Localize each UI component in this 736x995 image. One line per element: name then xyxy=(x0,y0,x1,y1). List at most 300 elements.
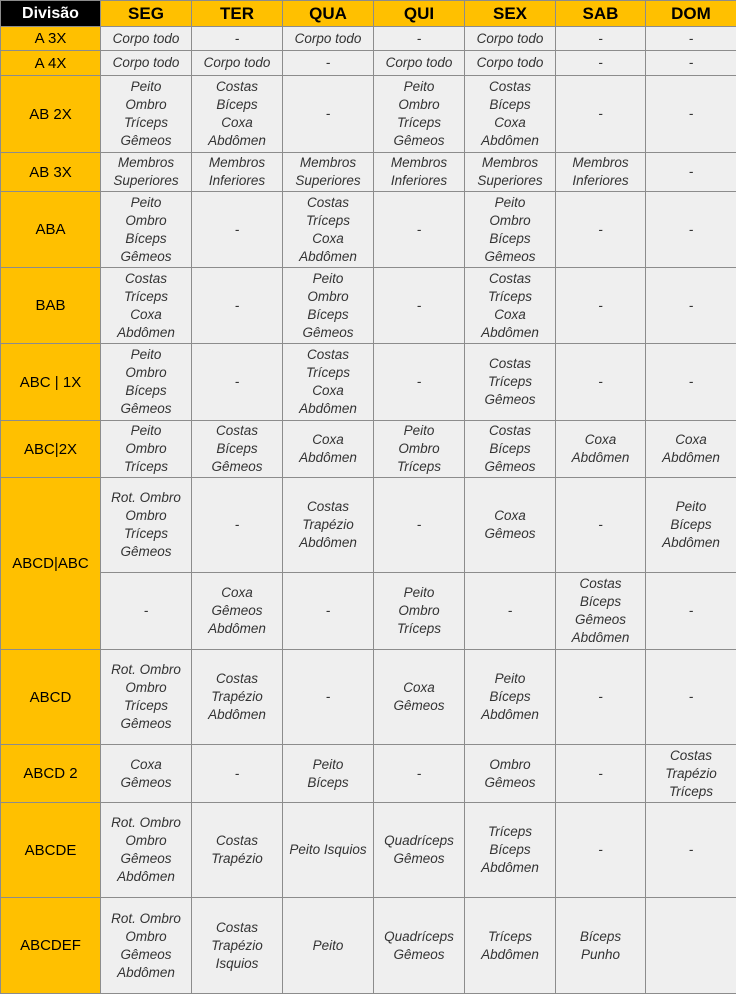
muscle-group: Trapézio xyxy=(211,689,263,704)
table-row xyxy=(1,27,736,51)
muscle-group: Peito xyxy=(403,79,435,94)
workout-cell xyxy=(556,76,646,153)
muscle-group: Gêmeos xyxy=(484,392,536,407)
division-label: AB 2X xyxy=(1,76,101,153)
workout-cell xyxy=(646,898,736,994)
muscle-group: Tríceps xyxy=(123,115,168,130)
muscle-group: Ombro xyxy=(125,365,167,380)
muscle-group: - xyxy=(688,221,694,237)
muscle-group: - xyxy=(416,517,422,532)
muscle-group: Trapézio xyxy=(665,765,717,781)
muscle-group: - xyxy=(325,603,331,618)
workout-cell xyxy=(556,153,646,192)
muscle-group: - xyxy=(143,603,149,618)
muscle-group: Rot. Ombro xyxy=(111,815,181,830)
muscle-group: Costas xyxy=(488,79,532,94)
muscle-group: Gêmeos xyxy=(120,401,172,416)
muscle-group: Peito xyxy=(494,194,526,210)
muscle-group: - xyxy=(598,297,603,313)
muscle-group: Peito xyxy=(130,347,162,362)
muscle-group: Rot. Ombro xyxy=(111,910,181,926)
muscle-group: Costas xyxy=(669,747,713,763)
workout-cell xyxy=(374,421,465,478)
workout-cell xyxy=(556,745,646,803)
workout-cell xyxy=(192,192,283,268)
workout-cell xyxy=(101,192,192,268)
muscle-group: Membros xyxy=(208,155,266,170)
muscle-group: Gêmeos xyxy=(211,459,263,474)
table-row xyxy=(1,51,736,76)
muscle-group: Ombro xyxy=(398,441,440,456)
muscle-group: Abdômen xyxy=(208,133,266,148)
workout-cell xyxy=(101,898,192,994)
workout-cell xyxy=(101,650,192,745)
muscle-group: Membros xyxy=(390,155,448,170)
muscle-group: Membros xyxy=(572,155,629,170)
workout-cell xyxy=(374,268,465,344)
muscle-group: Peito xyxy=(130,423,162,438)
workout-cell xyxy=(465,76,556,153)
muscle-group: Abdômen xyxy=(299,450,357,465)
muscle-group: Ombro xyxy=(125,833,167,848)
muscle-group: - xyxy=(598,106,603,121)
muscle-group: - xyxy=(688,297,694,313)
workout-cell xyxy=(556,803,646,898)
workout-cell xyxy=(283,344,374,421)
workout-cell xyxy=(101,27,192,51)
workout-cell xyxy=(465,803,556,898)
muscle-group: Tríceps xyxy=(123,459,168,474)
division-label: ABCDEF xyxy=(1,898,101,994)
workout-cell xyxy=(465,51,556,76)
muscle-group: Costas xyxy=(215,671,259,686)
muscle-group: Trapézio xyxy=(302,517,354,532)
workout-cell xyxy=(465,898,556,994)
workout-cell xyxy=(101,268,192,344)
muscle-group: Tríceps xyxy=(668,783,713,799)
muscle-group: Bíceps xyxy=(579,594,622,609)
day-header: SAB xyxy=(556,1,646,27)
muscle-group: - xyxy=(416,765,422,781)
muscle-group: Bíceps xyxy=(307,774,349,790)
muscle-group: Tríceps xyxy=(305,212,350,228)
muscle-group: Abdômen xyxy=(117,324,175,340)
muscle-group: Costas xyxy=(306,499,350,514)
muscle-group: Coxa xyxy=(312,230,344,246)
muscle-group: Abdômen xyxy=(662,535,720,550)
muscle-group: Gêmeos xyxy=(120,774,172,790)
day-header: QUI xyxy=(374,1,465,27)
workout-cell xyxy=(283,573,374,650)
muscle-group: Peito xyxy=(403,585,435,600)
workout-cell xyxy=(646,153,736,192)
muscle-group: Ombro xyxy=(125,928,167,944)
workout-cell xyxy=(374,153,465,192)
muscle-group: Quadríceps xyxy=(384,928,454,944)
workout-cell xyxy=(646,745,736,803)
muscle-group: Inferiores xyxy=(390,173,448,188)
workout-cell xyxy=(465,478,556,573)
workout-cell xyxy=(374,803,465,898)
workout-cell xyxy=(465,344,556,421)
muscle-group: Gêmeos xyxy=(120,851,172,866)
muscle-group: - xyxy=(688,30,694,46)
workout-cell xyxy=(646,344,736,421)
workout-cell xyxy=(283,421,374,478)
muscle-group: - xyxy=(598,765,603,781)
workout-cell xyxy=(192,573,283,650)
muscle-group: Gêmeos xyxy=(393,851,445,866)
muscle-group: Coxa xyxy=(221,585,253,600)
muscle-group: Abdômen xyxy=(481,860,539,875)
workout-cell xyxy=(556,421,646,478)
muscle-group: Gêmeos xyxy=(302,324,354,340)
workout-cell xyxy=(283,650,374,745)
muscle-group: Coxa xyxy=(494,508,526,523)
muscle-group: Gêmeos xyxy=(484,774,536,790)
muscle-group: - xyxy=(688,603,694,618)
muscle-group: Gêmeos xyxy=(120,248,172,264)
workout-cell xyxy=(646,650,736,745)
table-body xyxy=(1,27,736,994)
workout-cell xyxy=(374,898,465,994)
muscle-group: Membros xyxy=(299,155,357,170)
table-row xyxy=(1,268,736,344)
muscle-group: Costas xyxy=(215,423,259,438)
muscle-group: Trapézio xyxy=(211,851,263,866)
muscle-group: Bíceps xyxy=(579,928,622,944)
division-label: ABCD xyxy=(1,650,101,745)
muscle-group: Abdômen xyxy=(571,450,630,465)
muscle-group: - xyxy=(598,689,603,704)
muscle-group: Bíceps xyxy=(489,230,531,246)
muscle-group: Bíceps xyxy=(489,441,531,456)
muscle-group: - xyxy=(507,603,513,618)
workout-cell xyxy=(465,745,556,803)
day-header: QUA xyxy=(283,1,374,27)
workout-cell xyxy=(465,573,556,650)
muscle-group: Tríceps xyxy=(487,288,532,304)
muscle-group: Bíceps xyxy=(489,97,531,112)
muscle-group: Costas xyxy=(306,347,350,362)
division-label: A 3X xyxy=(1,27,101,51)
muscle-group: - xyxy=(416,374,422,389)
muscle-group: - xyxy=(234,765,240,781)
workout-cell xyxy=(283,192,374,268)
division-label: ABC | 1X xyxy=(1,344,101,421)
muscle-group: Abdômen xyxy=(571,630,630,645)
muscle-group: Peito xyxy=(312,756,344,772)
workout-cell xyxy=(192,898,283,994)
workout-cell xyxy=(101,573,192,650)
muscle-group: Costas xyxy=(579,576,622,591)
workout-cell xyxy=(101,153,192,192)
division-label: ABCD|ABC xyxy=(1,478,101,650)
muscle-group: Coxa xyxy=(584,432,617,447)
muscle-group: - xyxy=(234,30,240,46)
muscle-group: Costas xyxy=(488,423,532,438)
muscle-group: Ombro xyxy=(489,212,531,228)
table-row xyxy=(1,803,736,898)
muscle-group: Bíceps xyxy=(489,689,531,704)
workout-cell xyxy=(556,27,646,51)
muscle-group: Gêmeos xyxy=(211,603,263,618)
muscle-group: Costas xyxy=(488,270,532,286)
muscle-group: Costas xyxy=(215,919,259,935)
muscle-group: - xyxy=(598,374,603,389)
muscle-group: Corpo todo xyxy=(385,55,453,70)
workout-cell xyxy=(646,76,736,153)
day-header: SEG xyxy=(101,1,192,27)
workout-cell xyxy=(192,76,283,153)
muscle-group: Corpo todo xyxy=(476,30,544,46)
muscle-group: - xyxy=(325,55,331,70)
muscle-group: Membros xyxy=(117,155,175,170)
muscle-group: - xyxy=(688,164,694,179)
day-header: TER xyxy=(192,1,283,27)
table-row xyxy=(1,192,736,268)
workout-cell xyxy=(192,650,283,745)
muscle-group: - xyxy=(598,842,603,857)
muscle-group: - xyxy=(598,30,603,46)
muscle-group: Abdômen xyxy=(299,248,357,264)
muscle-group: Peito xyxy=(130,79,162,94)
muscle-group: Ombro xyxy=(489,756,531,772)
table-row xyxy=(1,573,736,650)
muscle-group: - xyxy=(416,221,422,237)
workout-cell xyxy=(101,76,192,153)
muscle-group: Ombro xyxy=(125,97,167,112)
workout-cell xyxy=(101,51,192,76)
division-header: Divisão xyxy=(1,1,101,27)
workout-cell xyxy=(283,27,374,51)
muscle-group: Corpo todo xyxy=(203,55,271,70)
muscle-group: Corpo todo xyxy=(294,30,362,46)
workout-cell xyxy=(465,421,556,478)
muscle-group: - xyxy=(325,689,331,704)
muscle-group: Corpo todo xyxy=(112,55,180,70)
workout-cell xyxy=(374,76,465,153)
muscle-group: Bíceps xyxy=(216,441,258,456)
workout-cell xyxy=(646,803,736,898)
workout-cell xyxy=(374,51,465,76)
day-header: SEX xyxy=(465,1,556,27)
workout-cell xyxy=(556,650,646,745)
muscle-group: Inferiores xyxy=(208,173,266,188)
muscle-group: Abdômen xyxy=(481,946,539,962)
muscle-group: Coxa xyxy=(494,115,526,130)
muscle-group: Membros xyxy=(481,155,539,170)
table-row xyxy=(1,344,736,421)
workout-cell xyxy=(465,650,556,745)
muscle-group: Abdômen xyxy=(481,133,539,148)
muscle-group: Peito Isquios xyxy=(289,842,367,857)
workout-cell xyxy=(283,51,374,76)
workout-cell xyxy=(192,27,283,51)
muscle-group: Ombro xyxy=(398,603,440,618)
muscle-group: Superiores xyxy=(295,173,361,188)
muscle-group: - xyxy=(598,221,603,237)
workout-cell xyxy=(192,745,283,803)
muscle-group: Gêmeos xyxy=(120,946,172,962)
muscle-group: Tríceps xyxy=(487,824,532,839)
workout-cell xyxy=(101,478,192,573)
muscle-group: - xyxy=(234,297,240,313)
table-row xyxy=(1,421,736,478)
workout-cell xyxy=(283,76,374,153)
muscle-group: - xyxy=(598,517,603,532)
workout-cell xyxy=(192,153,283,192)
muscle-group: - xyxy=(416,297,422,313)
muscle-group: Costas xyxy=(215,833,259,848)
division-label: BAB xyxy=(1,268,101,344)
muscle-group: Quadríceps xyxy=(384,833,454,848)
muscle-group: Bíceps xyxy=(125,230,167,246)
workout-cell xyxy=(556,344,646,421)
muscle-group: Abdômen xyxy=(117,869,175,884)
workout-cell xyxy=(465,27,556,51)
muscle-group: Superiores xyxy=(477,173,543,188)
muscle-group: Punho xyxy=(580,946,621,962)
workout-cell xyxy=(646,268,736,344)
workout-cell xyxy=(646,421,736,478)
muscle-group: Peito xyxy=(312,937,344,953)
muscle-group: Ombro xyxy=(125,441,167,456)
muscle-group: Ombro xyxy=(125,680,167,695)
workout-cell xyxy=(374,27,465,51)
workout-cell xyxy=(101,421,192,478)
table-row xyxy=(1,898,736,994)
muscle-group: Coxa xyxy=(403,680,435,695)
muscle-group: Coxa xyxy=(221,115,253,130)
muscle-group: Abdômen xyxy=(299,535,357,550)
workout-cell xyxy=(192,344,283,421)
muscle-group: Bíceps xyxy=(216,97,258,112)
muscle-group: - xyxy=(234,374,240,389)
muscle-group: Gêmeos xyxy=(120,716,172,731)
table-row xyxy=(1,650,736,745)
muscle-group: Coxa xyxy=(312,432,344,447)
muscle-group: Abdômen xyxy=(208,621,266,636)
muscle-group: Tríceps xyxy=(396,115,441,130)
muscle-group: Ombro xyxy=(307,288,349,304)
muscle-group: Costas xyxy=(215,79,259,94)
muscle-group: - xyxy=(416,30,422,46)
header-row xyxy=(1,1,736,27)
muscle-group: Abdômen xyxy=(208,707,266,722)
muscle-group: Bíceps xyxy=(489,842,531,857)
muscle-group: - xyxy=(688,689,694,704)
workout-cell xyxy=(646,51,736,76)
muscle-group: Coxa xyxy=(312,383,344,398)
muscle-group: Coxa xyxy=(130,756,162,772)
muscle-group: Gêmeos xyxy=(393,698,445,713)
muscle-group: - xyxy=(688,55,694,70)
muscle-group: - xyxy=(598,55,603,70)
muscle-group: Abdômen xyxy=(662,450,720,465)
workout-cell xyxy=(556,192,646,268)
muscle-group: Gêmeos xyxy=(574,612,627,627)
muscle-group: - xyxy=(325,106,331,121)
workout-cell xyxy=(465,268,556,344)
muscle-group: - xyxy=(688,842,694,857)
workout-cell xyxy=(283,745,374,803)
muscle-group: Peito xyxy=(403,423,435,438)
day-header: DOM xyxy=(646,1,736,27)
workout-cell xyxy=(283,268,374,344)
workout-cell xyxy=(556,573,646,650)
muscle-group: Tríceps xyxy=(123,288,168,304)
workout-cell xyxy=(556,478,646,573)
workout-cell xyxy=(374,745,465,803)
muscle-group: Tríceps xyxy=(396,459,441,474)
muscle-group: Bíceps xyxy=(307,306,349,322)
muscle-group: - xyxy=(688,106,694,121)
workout-cell xyxy=(101,344,192,421)
muscle-group: Rot. Ombro xyxy=(111,662,181,677)
muscle-group: Peito xyxy=(130,194,162,210)
muscle-group: Peito xyxy=(494,671,526,686)
workout-cell xyxy=(646,478,736,573)
workout-cell xyxy=(101,803,192,898)
table-row xyxy=(1,478,736,573)
table-row xyxy=(1,745,736,803)
muscle-group: Trapézio xyxy=(211,937,263,953)
workout-cell xyxy=(646,573,736,650)
muscle-group: - xyxy=(234,221,240,237)
muscle-group: Rot. Ombro xyxy=(111,490,181,505)
division-label: A 4X xyxy=(1,51,101,76)
division-label: ABCDE xyxy=(1,803,101,898)
muscle-group: Peito xyxy=(312,270,344,286)
workout-cell xyxy=(101,745,192,803)
muscle-group: Bíceps xyxy=(670,517,712,532)
workout-cell xyxy=(556,268,646,344)
muscle-group: Coxa xyxy=(130,306,162,322)
muscle-group: Corpo todo xyxy=(476,55,544,70)
workout-cell xyxy=(374,478,465,573)
workout-cell xyxy=(192,268,283,344)
muscle-group: Ombro xyxy=(125,508,167,523)
muscle-group: Gêmeos xyxy=(484,526,536,541)
workout-cell xyxy=(283,153,374,192)
muscle-group: Abdômen xyxy=(299,401,357,416)
muscle-group: Coxa xyxy=(494,306,526,322)
muscle-group: Tríceps xyxy=(487,928,532,944)
workout-cell xyxy=(556,51,646,76)
muscle-group: Ombro xyxy=(125,212,167,228)
workout-cell xyxy=(192,51,283,76)
muscle-group: Abdômen xyxy=(481,324,539,340)
muscle-group: Tríceps xyxy=(396,621,441,636)
workout-cell xyxy=(374,650,465,745)
division-label: ABCD 2 xyxy=(1,745,101,803)
division-label: ABC|2X xyxy=(1,421,101,478)
workout-cell xyxy=(283,478,374,573)
muscle-group: Gêmeos xyxy=(393,133,445,148)
muscle-group: Tríceps xyxy=(123,698,168,713)
workout-cell xyxy=(465,153,556,192)
muscle-group: Costas xyxy=(124,270,168,286)
workout-cell xyxy=(283,898,374,994)
muscle-group: Tríceps xyxy=(123,526,168,541)
muscle-group: Gêmeos xyxy=(393,946,445,962)
workout-cell xyxy=(192,803,283,898)
workout-cell xyxy=(374,344,465,421)
workout-cell xyxy=(192,421,283,478)
muscle-group: Ombro xyxy=(398,97,440,112)
muscle-group: Peito xyxy=(675,499,707,514)
